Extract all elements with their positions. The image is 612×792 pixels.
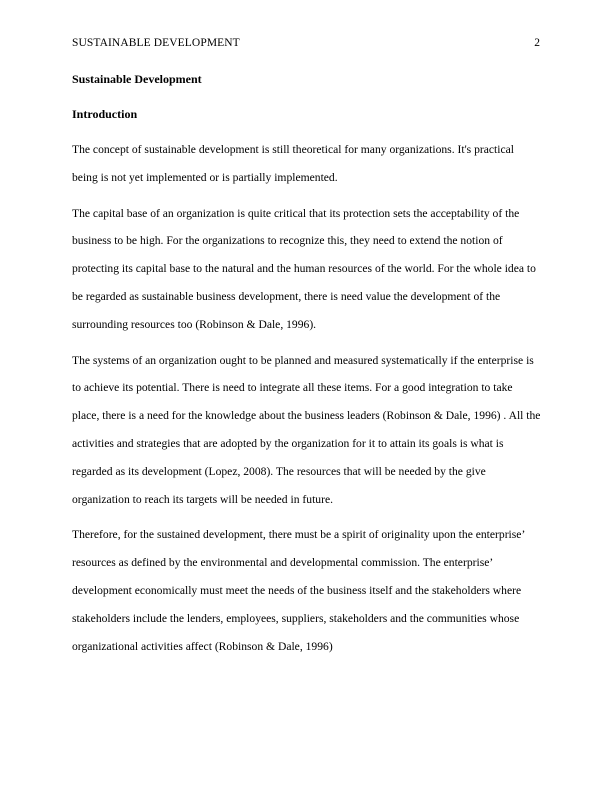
paragraph-4: Therefore, for the sustained development, there must be a spirit of originality upon the enterprise’ resources as defined by the environmental and developmental commission. The enterprise’ development economically must meet the needs of the business itself and the stakeholders where stakeholders include the lenders, employees, suppliers, stakeholders and the communities whose organizational activities affect (Robinson & Dale, 1996): [72, 528, 525, 653]
page-number: 2: [534, 37, 540, 49]
paragraph-1: The concept of sustainable development is still theoretical for many organizations. It's practical being is not yet implemented or is partially implemented.: [72, 143, 514, 184]
running-head: SUSTAINABLE DEVELOPMENT: [72, 37, 240, 49]
body-text: [72, 136, 542, 668]
paragraph-3: The systems of an organization ought to be planned and measured systematically if the enterprise is to achieve its potential. There is need to integrate all these items. For a good integration to take place, there is a need for the knowledge about the business leaders (Robinson & Dale, 1996) . All the activities and strategies that are adopted by the organization for it to attain its goals is what is regarded as its development (Lopez, 2008). The resources that will be needed by the give organization to reach its targets will be needed in future.: [72, 353, 541, 506]
section-heading-introduction: Introduction: [72, 107, 138, 121]
paragraph-2: The capital base of an organization is quite critical that its protection sets the acceptability of the business to be high. For the organizations to recognize this, they need to extend the notion of protecting its capital base to the natural and the human resources of the world. For the whole idea to be regarded as sustainable business development, there is need value the development of the surrounding resources too (Robinson & Dale, 1996).: [72, 206, 536, 331]
document-title: Sustainable Development: [72, 72, 202, 86]
